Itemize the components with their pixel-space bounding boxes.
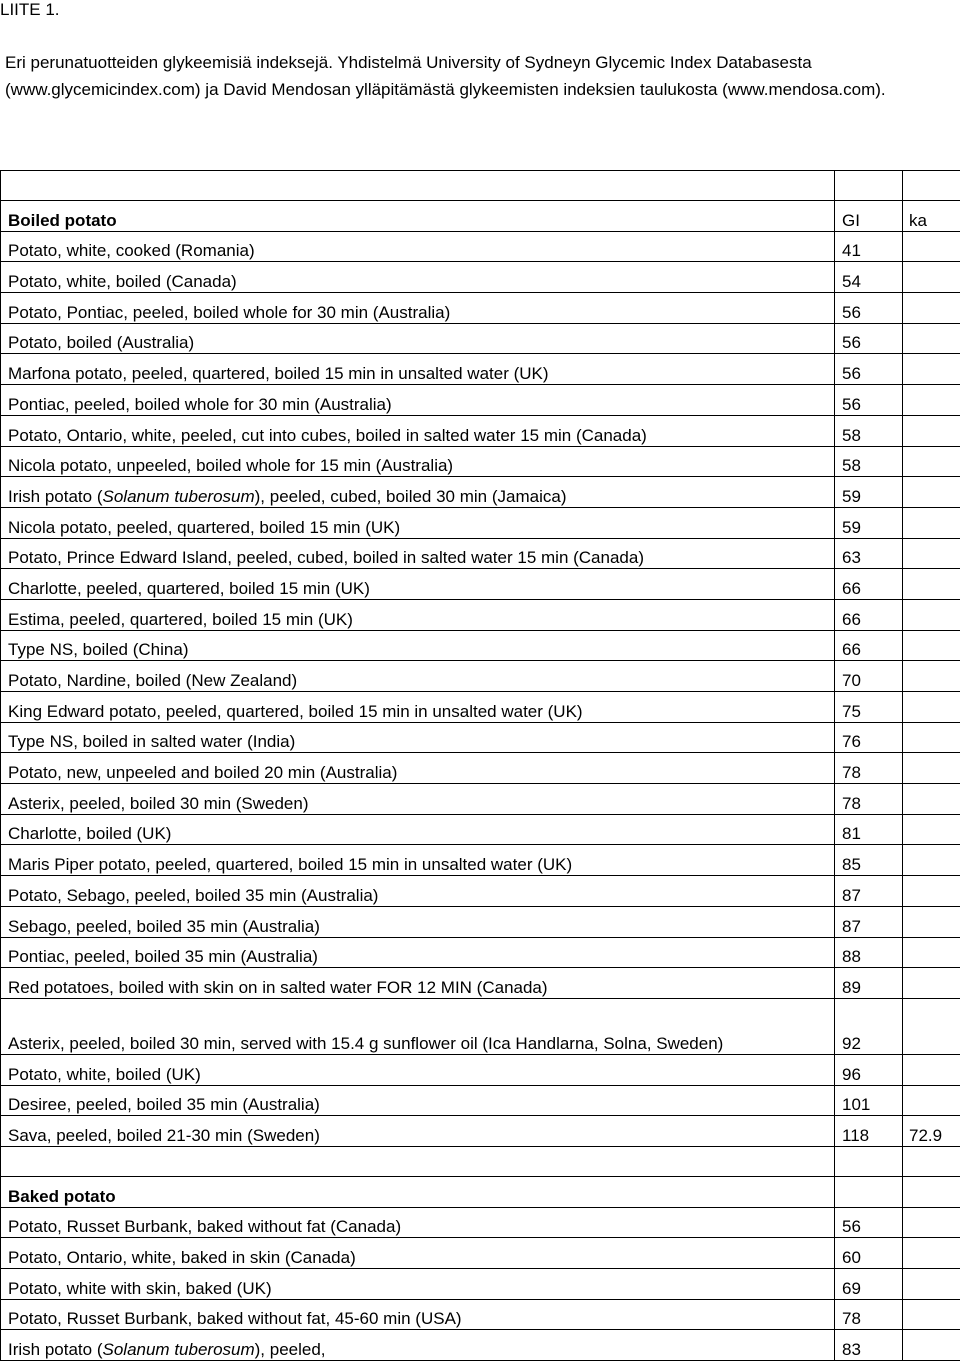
gi-value-cell: 56 bbox=[835, 354, 903, 385]
potato-name-cell: Potato, new, unpeeled and boiled 20 min (Australia) bbox=[1, 753, 835, 784]
gi-value-cell: 54 bbox=[835, 262, 903, 293]
blank-cell bbox=[903, 1176, 960, 1207]
intro-paragraph bbox=[5, 49, 955, 103]
ka-column-header: ka bbox=[903, 201, 960, 232]
table-row bbox=[1, 630, 960, 661]
name-pre: Irish potato ( bbox=[8, 1340, 103, 1360]
table-row bbox=[1, 1330, 960, 1361]
table-row bbox=[1, 385, 960, 416]
ka-value-cell bbox=[903, 876, 960, 907]
potato-name-cell: Red potatoes, boiled with skin on in salted water FOR 12 MIN (Canada) bbox=[1, 968, 835, 999]
blank-cell bbox=[835, 1176, 903, 1207]
potato-name-cell: Asterix, peeled, boiled 30 min (Sweden) bbox=[1, 784, 835, 815]
ka-value-cell bbox=[903, 262, 960, 293]
gi-value-cell: 75 bbox=[835, 692, 903, 723]
ka-value-cell bbox=[903, 906, 960, 937]
ka-value-cell bbox=[903, 1207, 960, 1238]
ka-value-cell bbox=[903, 477, 960, 508]
table-row bbox=[1, 1299, 960, 1330]
table-row bbox=[1, 784, 960, 815]
table-row bbox=[1, 1054, 960, 1085]
gi-value-cell: 118 bbox=[835, 1116, 903, 1147]
gi-value-cell: 101 bbox=[835, 1085, 903, 1116]
boiled-header-row bbox=[1, 201, 960, 232]
gi-value-cell: 59 bbox=[835, 477, 903, 508]
mendosa-link[interactable]: www.mendosa.com bbox=[727, 80, 876, 99]
ka-value-cell bbox=[903, 293, 960, 324]
ka-value-cell bbox=[903, 845, 960, 876]
table-row bbox=[1, 968, 960, 999]
potato-name-cell: Type NS, boiled in salted water (India) bbox=[1, 722, 835, 753]
potato-name-cell: Marfona potato, peeled, quartered, boiled 15 min in unsalted water (UK) bbox=[1, 354, 835, 385]
potato-name-cell: Type NS, boiled (China) bbox=[1, 630, 835, 661]
potato-name-cell: King Edward potato, peeled, quartered, boiled 15 min in unsalted water (UK) bbox=[1, 692, 835, 723]
table-row bbox=[1, 722, 960, 753]
table-row bbox=[1, 906, 960, 937]
ka-value-cell: 72.9 bbox=[903, 1116, 960, 1147]
table-row bbox=[1, 538, 960, 569]
ka-value-cell bbox=[903, 661, 960, 692]
gi-value-cell: 78 bbox=[835, 1299, 903, 1330]
table-row bbox=[1, 354, 960, 385]
ka-value-cell bbox=[903, 968, 960, 999]
ka-value-cell bbox=[903, 1085, 960, 1116]
table-row bbox=[1, 937, 960, 968]
table-row bbox=[1, 262, 960, 293]
potato-name-cell: Potato, Russet Burbank, baked without fat (Canada) bbox=[1, 1207, 835, 1238]
gi-table bbox=[0, 170, 960, 1361]
ka-value-cell bbox=[903, 507, 960, 538]
name-post: ), peeled, bbox=[254, 1340, 326, 1360]
potato-name-cell: Desiree, peeled, boiled 35 min (Australia) bbox=[1, 1085, 835, 1116]
gi-table-body bbox=[1, 171, 960, 1361]
gi-value-cell: 70 bbox=[835, 661, 903, 692]
gi-value-cell: 66 bbox=[835, 630, 903, 661]
table-row bbox=[1, 323, 960, 354]
gi-value-cell: 56 bbox=[835, 293, 903, 324]
table-row bbox=[1, 569, 960, 600]
gi-value-cell: 92 bbox=[835, 998, 903, 1054]
gi-value-cell: 83 bbox=[835, 1330, 903, 1361]
gi-value-cell: 41 bbox=[835, 231, 903, 262]
gi-value-cell: 56 bbox=[835, 323, 903, 354]
table-row bbox=[1, 814, 960, 845]
ka-value-cell bbox=[903, 814, 960, 845]
table-row-blank-top bbox=[1, 171, 960, 201]
intro-text-1: Eri perunatuotteiden glykeemisiä indeksejä. Yhdistelmä University of Sydneyn Glycemic Index Databasesta ( bbox=[5, 53, 812, 99]
blank-cell bbox=[1, 171, 835, 201]
table-row bbox=[1, 446, 960, 477]
potato-name-cell: Potato, white, boiled (Canada) bbox=[1, 262, 835, 293]
potato-name-cell: Maris Piper potato, peeled, quartered, boiled 15 min in unsalted water (UK) bbox=[1, 845, 835, 876]
potato-name-cell: Potato, Russet Burbank, baked without fat, 45-60 min (USA) bbox=[1, 1299, 835, 1330]
table-row bbox=[1, 1207, 960, 1238]
gi-value-cell: 85 bbox=[835, 845, 903, 876]
gi-value-cell: 66 bbox=[835, 569, 903, 600]
potato-name-cell: Charlotte, peeled, quartered, boiled 15 min (UK) bbox=[1, 569, 835, 600]
ka-value-cell bbox=[903, 569, 960, 600]
appendix-label: LIITE 1. bbox=[0, 0, 60, 19]
gi-value-cell: 60 bbox=[835, 1238, 903, 1269]
potato-name-cell: Potato, white, boiled (UK) bbox=[1, 1054, 835, 1085]
potato-name-cell: Nicola potato, unpeeled, boiled whole for 15 min (Australia) bbox=[1, 446, 835, 477]
ka-value-cell bbox=[903, 998, 960, 1054]
gi-column-header: GI bbox=[835, 201, 903, 232]
gi-value-cell: 89 bbox=[835, 968, 903, 999]
intro-text-2: ) ja David Mendosan ylläpitämästä glykeemisten indeksien taulukosta ( bbox=[194, 80, 728, 99]
potato-name-cell: Potato, Ontario, white, peeled, cut into cubes, boiled in salted water 15 min (Canada) bbox=[1, 415, 835, 446]
table-row bbox=[1, 753, 960, 784]
potato-name-cell: Potato, white, cooked (Romania) bbox=[1, 231, 835, 262]
table-row bbox=[1, 415, 960, 446]
blank-cell bbox=[835, 1146, 903, 1176]
table-row bbox=[1, 1116, 960, 1147]
potato-name-cell: Pontiac, peeled, boiled 35 min (Australia) bbox=[1, 937, 835, 968]
potato-name-cell: Nicola potato, peeled, quartered, boiled 15 min (UK) bbox=[1, 507, 835, 538]
table-row bbox=[1, 876, 960, 907]
table-row bbox=[1, 998, 960, 1054]
baked-header-row bbox=[1, 1176, 960, 1207]
table-row bbox=[1, 477, 960, 508]
gi-value-cell: 69 bbox=[835, 1269, 903, 1300]
baked-heading: Baked potato bbox=[1, 1176, 835, 1207]
intro-text-3: ). bbox=[875, 80, 886, 99]
table-row bbox=[1, 1238, 960, 1269]
gi-value-cell: 63 bbox=[835, 538, 903, 569]
potato-name-cell: Pontiac, peeled, boiled whole for 30 min (Australia) bbox=[1, 385, 835, 416]
gi-value-cell: 78 bbox=[835, 784, 903, 815]
blank-cell bbox=[835, 171, 903, 201]
ka-value-cell bbox=[903, 538, 960, 569]
ka-value-cell bbox=[903, 446, 960, 477]
ka-value-cell bbox=[903, 415, 960, 446]
potato-name-cell: Potato, Ontario, white, baked in skin (Canada) bbox=[1, 1238, 835, 1269]
table-row bbox=[1, 692, 960, 723]
ka-value-cell bbox=[903, 1330, 960, 1361]
gi-value-cell: 66 bbox=[835, 599, 903, 630]
gi-value-cell: 58 bbox=[835, 415, 903, 446]
gi-value-cell: 56 bbox=[835, 1207, 903, 1238]
name-pre: Irish potato ( bbox=[8, 486, 103, 506]
potato-name-cell: Asterix, peeled, boiled 30 min, served with 15.4 g sunflower oil (Ica Handlarna, Solna, Sweden) bbox=[1, 998, 835, 1054]
potato-name-cell bbox=[1, 477, 835, 508]
ka-value-cell bbox=[903, 722, 960, 753]
potato-name-cell: Potato, Sebago, peeled, boiled 35 min (Australia) bbox=[1, 876, 835, 907]
table-row bbox=[1, 661, 960, 692]
table-row bbox=[1, 845, 960, 876]
ka-value-cell bbox=[903, 231, 960, 262]
gi-value-cell: 76 bbox=[835, 722, 903, 753]
glycemicindex-link[interactable]: www.glycemicindex.com bbox=[10, 80, 195, 99]
species-name: Solanum tuberosum bbox=[102, 486, 255, 506]
potato-name-cell: Sebago, peeled, boiled 35 min (Australia) bbox=[1, 906, 835, 937]
ka-value-cell bbox=[903, 692, 960, 723]
potato-name-cell: Potato, Pontiac, peeled, boiled whole for 30 min (Australia) bbox=[1, 293, 835, 324]
gi-value-cell: 88 bbox=[835, 937, 903, 968]
table-row bbox=[1, 1269, 960, 1300]
gi-value-cell: 56 bbox=[835, 385, 903, 416]
blank-cell bbox=[903, 1146, 960, 1176]
ka-value-cell bbox=[903, 1269, 960, 1300]
table-row bbox=[1, 293, 960, 324]
ka-value-cell bbox=[903, 385, 960, 416]
ka-value-cell bbox=[903, 354, 960, 385]
gi-value-cell: 87 bbox=[835, 876, 903, 907]
gi-value-cell: 81 bbox=[835, 814, 903, 845]
gi-value-cell: 87 bbox=[835, 906, 903, 937]
ka-value-cell bbox=[903, 1238, 960, 1269]
potato-name-cell: Potato, Nardine, boiled (New Zealand) bbox=[1, 661, 835, 692]
ka-value-cell bbox=[903, 323, 960, 354]
gi-value-cell: 96 bbox=[835, 1054, 903, 1085]
name-post: ), peeled, cubed, boiled 30 min (Jamaica) bbox=[254, 486, 567, 506]
boiled-heading: Boiled potato bbox=[1, 201, 835, 232]
potato-name-cell bbox=[1, 1330, 835, 1361]
potato-name-cell: Estima, peeled, quartered, boiled 15 min (UK) bbox=[1, 599, 835, 630]
ka-value-cell bbox=[903, 937, 960, 968]
potato-name-cell: Potato, boiled (Australia) bbox=[1, 323, 835, 354]
ka-value-cell bbox=[903, 1054, 960, 1085]
table-row bbox=[1, 599, 960, 630]
potato-name-cell: Potato, white with skin, baked (UK) bbox=[1, 1269, 835, 1300]
ka-value-cell bbox=[903, 753, 960, 784]
ka-value-cell bbox=[903, 784, 960, 815]
blank-cell bbox=[1, 1146, 835, 1176]
table-row-blank bbox=[1, 1146, 960, 1176]
ka-value-cell bbox=[903, 630, 960, 661]
table-row bbox=[1, 231, 960, 262]
potato-name-cell: Charlotte, boiled (UK) bbox=[1, 814, 835, 845]
species-name: Solanum tuberosum bbox=[102, 1340, 255, 1360]
gi-value-cell: 59 bbox=[835, 507, 903, 538]
potato-name-cell: Sava, peeled, boiled 21-30 min (Sweden) bbox=[1, 1116, 835, 1147]
table-row bbox=[1, 1085, 960, 1116]
potato-name-cell: Potato, Prince Edward Island, peeled, cubed, boiled in salted water 15 min (Canada) bbox=[1, 538, 835, 569]
gi-value-cell: 58 bbox=[835, 446, 903, 477]
ka-value-cell bbox=[903, 1299, 960, 1330]
ka-value-cell bbox=[903, 599, 960, 630]
gi-value-cell: 78 bbox=[835, 753, 903, 784]
table-row bbox=[1, 507, 960, 538]
blank-cell bbox=[903, 171, 960, 201]
